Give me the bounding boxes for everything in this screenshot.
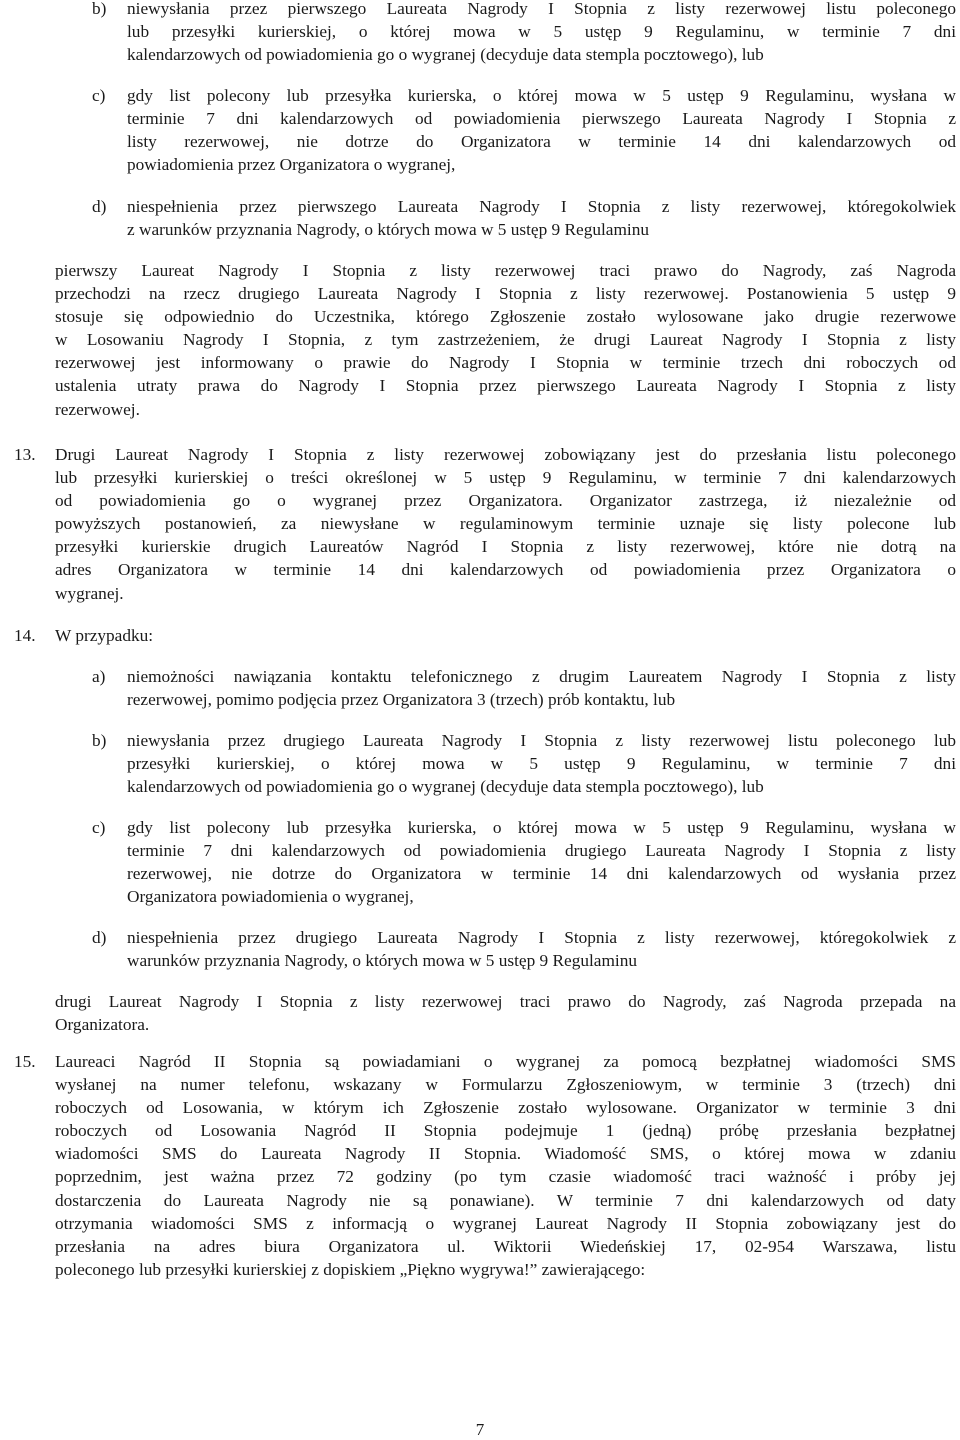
text-line: powyższych postanowień, za niewysłane w regulaminowym terminie uznaje się listy polecone lub (55, 514, 956, 534)
text-line: niespełnienia przez drugiego Laureata Nagrody I Stopnia z listy rezerwowej, któregokolwiek z (127, 928, 956, 947)
paragraph-text (55, 259, 956, 421)
page-number: 7 (475, 1420, 485, 1439)
list-marker: b) (92, 731, 107, 750)
text-line: rezerwowej, pomimo podjęcia przez Organizatora 3 (trzech) prób kontaktu, lub (127, 690, 676, 710)
text-line: gdy list polecony lub przesyłka kurierska, o której mowa w 5 ustęp 9 Regulaminu, wysłana w (127, 86, 956, 105)
text-line: w Losowaniu Nagrody I Stopnia, z tym zastrzeżeniem, że drugi Laureat Nagrody I Stopnia z listy (55, 330, 956, 350)
list-marker: b) (92, 0, 107, 18)
text-line: od powiadomienia go o wygranej przez Organizatora. Organizator zastrzega, iż niezależnie od (55, 491, 956, 511)
text-line: niemożności nawiązania kontaktu telefonicznego z drugim Laureatem Nagrody I Stopnia z listy (127, 667, 956, 686)
text-line: lub przesyłki kurierskiej, o której mowa w 5 ustęp 9 Regulaminu, w terminie 7 dni (127, 22, 956, 42)
text-line: niewysłania przez pierwszego Laureata Nagrody I Stopnia z listy rezerwowej listu poleconego (127, 0, 956, 18)
text-line: niespełnienia przez pierwszego Laureata Nagrody I Stopnia z listy rezerwowej, któregokolwiek (127, 197, 956, 216)
text-line: niewysłania przez drugiego Laureata Nagrody I Stopnia z listy rezerwowej listu poleconego lub (127, 731, 956, 750)
list-item-text (127, 926, 956, 972)
text-line: przechodzi na rzecz drugiego Laureata Nagrody I Stopnia z listy rezerwowej. Postanowienia 5 ustęp 9 (55, 284, 956, 304)
text-line: powiadomienia przez Organizatora o wygranej, (127, 155, 456, 175)
text-line: stosuje się odpowiednio do Uczestnika, którego Zgłoszenie zostało wylosowane jako drugie rezerwowe (55, 307, 956, 327)
numbered-item-text (55, 624, 956, 647)
paragraph-text (55, 990, 956, 1036)
text-line: Organizatora powiadomienia o wygranej, (127, 887, 414, 907)
text-line: z warunków przyznania Nagrody, o których mowa w 5 ustęp 9 Regulaminu (127, 220, 649, 240)
list-item-text (127, 84, 956, 176)
list-item-text (127, 816, 956, 908)
text-line: wiadomości SMS do Laureata Nagrody II Stopnia. Wiadomość SMS, o której mowa w zdaniu (55, 1144, 956, 1164)
list-marker: d) (92, 928, 107, 947)
text-line: roboczych od Losowania Nagród II Stopnia podejmuje 1 (jedną) próbę przesłania bezpłatnej (55, 1121, 956, 1141)
text-line: kalendarzowych od powiadomienia go o wygranej (decyduje data stempla pocztowego), lub (127, 45, 764, 65)
text-line: listy rezerwowej, nie dotrze do Organizatora w terminie 14 dni kalendarzowych od (127, 132, 956, 152)
text-line: dostarczenia do Laureata Nagrody nie są ponawiane). W terminie 7 dni kalendarzowych od daty (55, 1190, 956, 1210)
text-line: drugi Laureat Nagrody I Stopnia z listy rezerwowej traci prawo do Nagrody, zaś Nagroda przepada na (55, 992, 956, 1011)
list-item-text (127, 195, 956, 241)
text-line: pierwszy Laureat Nagrody I Stopnia z listy rezerwowej traci prawo do Nagrody, zaś Nagroda (55, 261, 956, 280)
text-line: poleconego lub przesyłki kurierskiej z dopiskiem „Piękno wygrywa!” zawierającego: (55, 1259, 646, 1279)
text-line: Organizatora. (55, 1015, 150, 1035)
text-line: Drugi Laureat Nagrody I Stopnia z listy rezerwowej zobowiązany jest do przesłania listu poleconego (55, 445, 956, 464)
text-line: przesłania na adres biura Organizatora ul. Wiktorii Wiedeńskiej 17, 02-954 Warszawa, listu (55, 1236, 956, 1256)
list-marker: d) (92, 197, 107, 216)
text-line: rezerwowej jest informowany o prawie do Nagrody I Stopnia w terminie trzech dni roboczych od (55, 353, 956, 373)
text-line: otrzymania wiadomości SMS z informacją o wygranej Laureat Nagrody II Stopnia zobowiązany jest do (55, 1213, 956, 1233)
list-marker: a) (92, 667, 106, 686)
list-item-text (127, 665, 956, 711)
text-line: roboczych od Losowania, w którym ich Zgłoszenie zostało wylosowane. Organizator w terminie 3 dni (55, 1098, 956, 1118)
list-item-text (127, 0, 956, 66)
list-marker: c) (92, 86, 106, 105)
text-line: ustalenia utraty prawa do Nagrody I Stopnia przez pierwszego Laureata Nagrody I Stopnia z listy (55, 376, 956, 396)
text-line: lub przesyłki kurierskiej o treści określonej w 5 ustęp 9 Regulaminu, w terminie 7 dni kalendarzowych (55, 468, 956, 488)
list-marker: c) (92, 818, 106, 837)
text-line: przesyłki kurierskie drugich Laureatów Nagród I Stopnia z listy rezerwowej, które nie dotrą na (55, 537, 956, 557)
item-number: 13. (14, 445, 36, 464)
text-line: poprzednim, jest ważna przez 72 godziny (po tym czasie wiadomość traci ważność i próby jej (55, 1167, 956, 1187)
text-line: warunków przyznania Nagrody, o których mowa w 5 ustęp 9 Regulaminu (127, 951, 637, 971)
text-line: przesyłki kurierskiej, o której mowa w 5 ustęp 9 Regulaminu, w terminie 7 dni (127, 754, 956, 774)
text-line: adres Organizatora w terminie 14 dni kalendarzowych od powiadomienia przez Organizatora o (55, 560, 956, 580)
text-line: wygranej. (55, 583, 124, 603)
numbered-item-text (55, 443, 956, 605)
text-line: wysłanej na numer telefonu, wskazany w Formularzu Zgłoszeniowym, w terminie 3 (trzech) dni (55, 1075, 956, 1095)
text-line: terminie 7 dni kalendarzowych od powiadomienia drugiego Laureata Nagrody I Stopnia z listy (127, 841, 956, 861)
list-item-text (127, 729, 956, 798)
item-number: 14. (14, 626, 36, 645)
text-line: rezerwowej. (55, 399, 140, 419)
text-line: Laureaci Nagród II Stopnia są powiadamiani o wygranej za pomocą bezpłatnej wiadomości SMS (55, 1052, 956, 1071)
text-line: rezerwowej, nie dotrze do Organizatora w terminie 14 dni kalendarzowych od wysłania przez (127, 864, 956, 884)
text-line: W przypadku: (55, 626, 154, 645)
text-line: kalendarzowych od powiadomienia go o wygranej (decyduje data stempla pocztowego), lub (127, 777, 764, 797)
item-number: 15. (14, 1052, 36, 1071)
numbered-item-text (55, 1050, 956, 1281)
text-line: gdy list polecony lub przesyłka kurierska, o której mowa w 5 ustęp 9 Regulaminu, wysłana w (127, 818, 956, 837)
text-line: terminie 7 dni kalendarzowych od powiadomienia pierwszego Laureata Nagrody I Stopnia z (127, 109, 956, 129)
